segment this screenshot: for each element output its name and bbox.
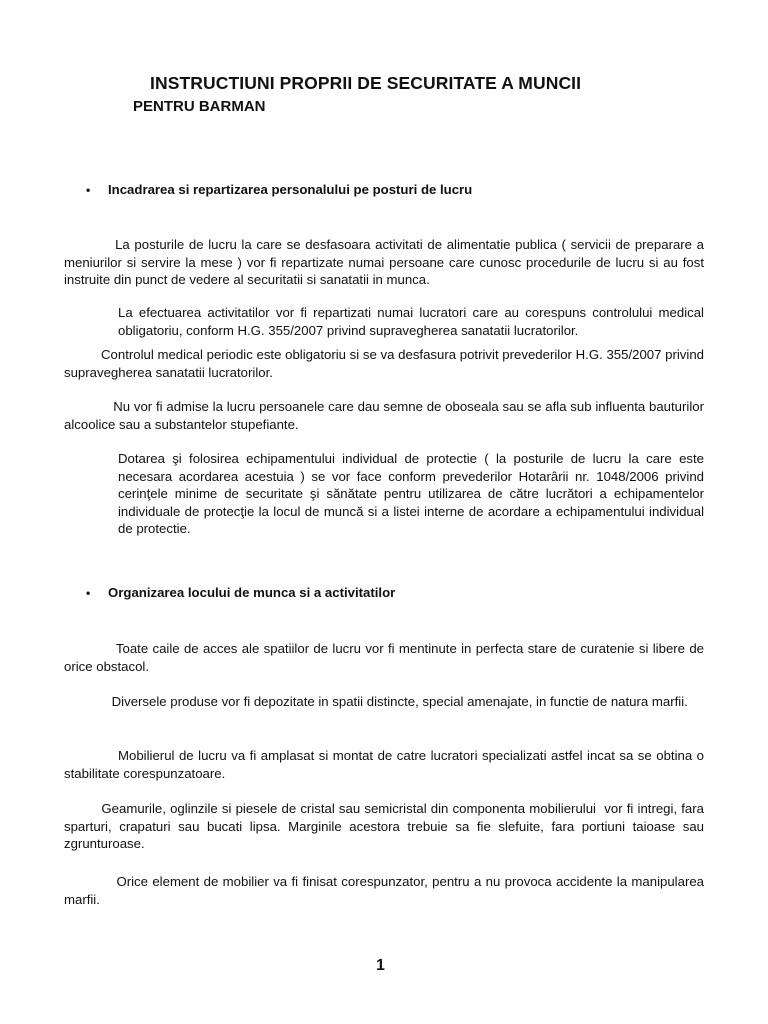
paragraph: Orice element de mobilier va fi finisat corespunzator, pentru a nu provoca accidente la manipularea marfii. bbox=[64, 874, 708, 907]
section-heading-text: Incadrarea si repartizarea personalului pe posturi de lucru bbox=[108, 182, 473, 197]
paragraph: Geamurile, oglinzile si piesele de cristal sau semicristal din componenta mobilierului vor fi intregi, fara sparturi, crapaturi sau bucati lipsa. Marginile acestora trebuie sa fie slefuite, fara portiuni taioase sau zgrunturoase. bbox=[64, 801, 708, 851]
section-heading-text: Organizarea locului de munca si a activitatilor bbox=[108, 585, 396, 600]
bullet-icon: • bbox=[86, 183, 91, 197]
paragraph: La posturile de lucru la care se desfasoara activitati de alimentatie publica ( servicii de preparare a meniurilor si servire la mese ) vor fi repartizate numai persoane care cunosc procedurile de lucru si au fost instruite din punct de vedere al securitatii si sanatatii in munca. bbox=[64, 237, 708, 287]
paragraph: Dotarea şi folosirea echipamentului individual de protectie ( la posturile de lucru la care este necesara acordarea acestuia ) se vor face conform prevederilor Hotarârii nr. 1048/2006 privind cerinţele minime de securitate şi sănătate pentru utilizarea de către lucrători a echipamentelor individuale de protecţie la locul de muncă si a listei interne de acordare a echipamentului individual de protectie. bbox=[118, 451, 704, 536]
paragraph: Mobilierul de lucru va fi amplasat si montat de catre lucratori specializati astfel incat sa se obtina o stabilitate corespunzatoare. bbox=[64, 748, 708, 781]
bullet-icon: • bbox=[86, 586, 91, 600]
paragraph: La efectuarea activitatilor vor fi repartizati numai lucratori care au corespuns controlului medical obligatoriu, conform H.G. 355/2007 privind supravegherea sanatatii lucratorilor. bbox=[118, 305, 704, 338]
paragraph: Controlul medical periodic este obligatoriu si se va desfasura potrivit prevederilor H.G. 355/2007 privind supravegherea sanatatii lucratorilor. bbox=[64, 347, 708, 380]
page-number: 1 bbox=[376, 957, 385, 974]
section-heading-organization bbox=[86, 585, 395, 600]
paragraph: Nu vor fi admise la lucru persoanele care dau semne de oboseala sau se afla sub influenta bauturilor alcoolice sau a substantelor stupefiante. bbox=[64, 399, 708, 432]
section-heading-personnel bbox=[86, 182, 472, 197]
document-title: INSTRUCTIUNI PROPRII DE SECURITATE A MUNCII bbox=[150, 73, 582, 93]
document-subtitle: PENTRU BARMAN bbox=[133, 98, 266, 115]
paragraph: Diversele produse vor fi depozitate in spatii distincte, special amenajate, in functie de natura marfii. bbox=[64, 694, 688, 709]
paragraph: Toate caile de acces ale spatiilor de lucru vor fi mentinute in perfecta stare de curatenie si libere de orice obstacol. bbox=[64, 641, 708, 674]
